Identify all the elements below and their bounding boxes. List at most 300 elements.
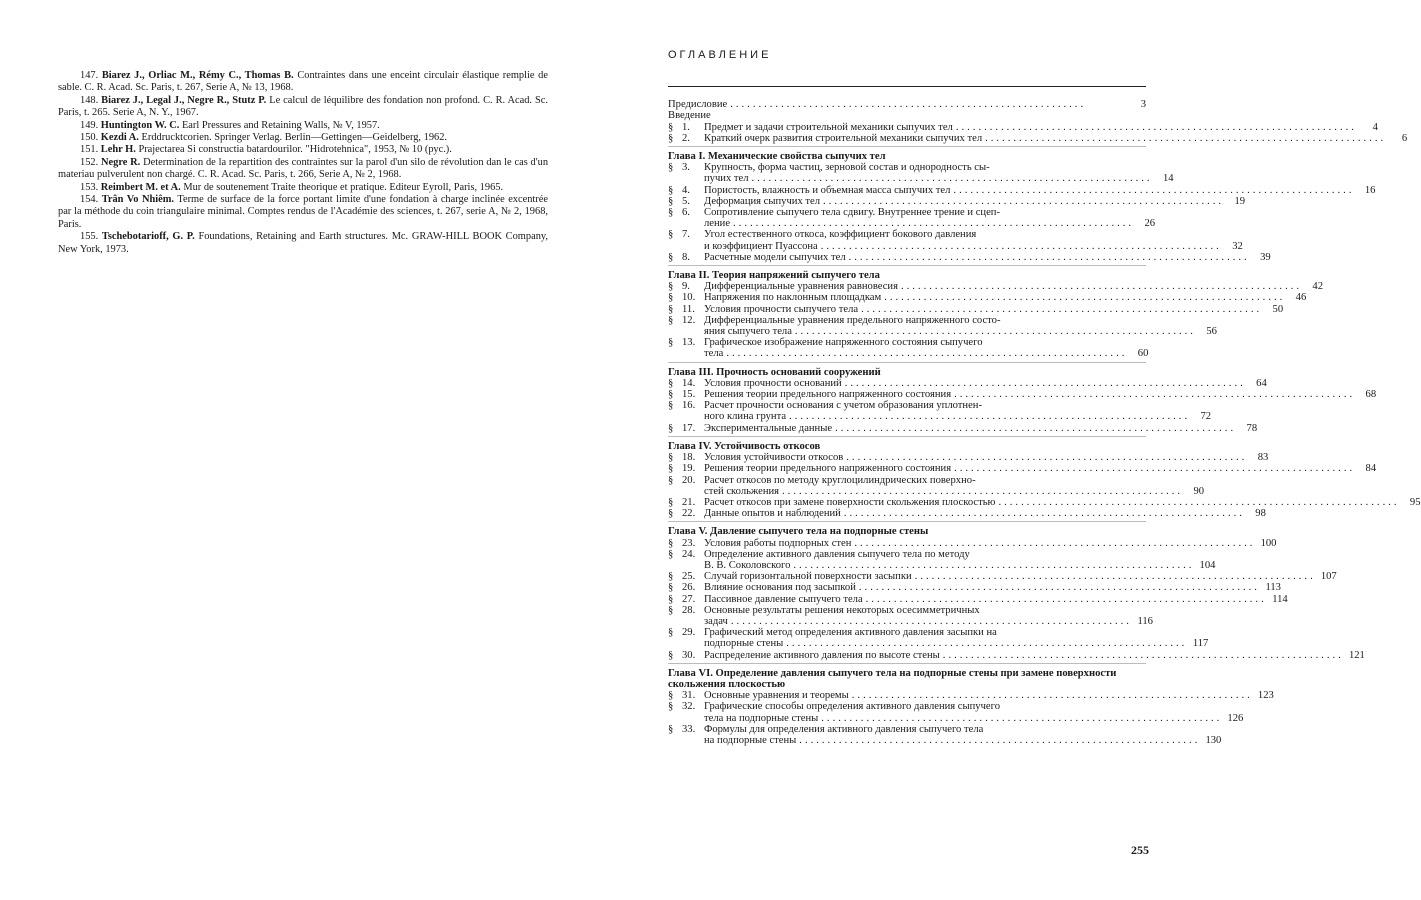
reference-text: Mur de soutenement Traite theorique et pratique. Editeur Eyroll, Paris, 1965. bbox=[183, 181, 504, 193]
toc-page-number: 14 bbox=[1162, 173, 1174, 185]
leader-dots: ....................................................................... bbox=[793, 559, 1195, 571]
section-title-row bbox=[704, 582, 1281, 593]
toc-page-number: 126 bbox=[1227, 712, 1244, 724]
toc-section bbox=[668, 337, 1149, 360]
toc-heading: ОГЛАВЛЕНИЕ bbox=[668, 49, 772, 61]
leader-dots: ....................................................................... bbox=[848, 251, 1250, 263]
toc-section bbox=[668, 548, 1216, 571]
section-title-row bbox=[704, 571, 1337, 582]
section-title-row bbox=[704, 281, 1323, 292]
toc-page-number: 42 bbox=[1312, 281, 1324, 293]
reference-text: Le calcul de léquilibre des fondation non profond. C. R. Acad. Sc. Paris, t. 265. Serie A, N. Y., 1967. bbox=[58, 94, 548, 119]
section-title-line: Условия прочности оснований bbox=[704, 377, 842, 389]
section-title-line: Краткий очерк развития строительной механики сыпучих тел bbox=[704, 132, 983, 144]
section-body bbox=[704, 452, 1268, 463]
section-body bbox=[704, 724, 1221, 746]
section-number: 28. bbox=[682, 604, 696, 616]
section-sign: § bbox=[668, 314, 674, 326]
section-body bbox=[704, 549, 1215, 571]
section-number: 21. bbox=[682, 496, 696, 508]
section-body bbox=[704, 538, 1276, 549]
toc-page-number: 60 bbox=[1137, 348, 1149, 360]
leader-dots: ....................................................................... bbox=[942, 649, 1344, 661]
section-number: 7. bbox=[682, 229, 690, 241]
section-title-line: Основные уравнения и теоремы bbox=[704, 690, 849, 702]
toc-page-number: 83 bbox=[1257, 452, 1269, 464]
reference-number: 150. bbox=[80, 132, 99, 144]
toc-section bbox=[668, 604, 1153, 627]
leader-dots: ....................................................................... bbox=[954, 389, 1356, 401]
section-title-line: стей скольжения bbox=[704, 485, 780, 497]
section-number: 31. bbox=[682, 690, 696, 702]
section-title-row bbox=[704, 616, 1153, 627]
section-title-row bbox=[704, 348, 1148, 359]
chapter-separator bbox=[668, 436, 1146, 438]
reference-authors: Biarez J., Orliac M., Rémy C., Thomas B. bbox=[101, 70, 294, 81]
section-sign: § bbox=[668, 337, 674, 349]
section-title-line: Пассивное давление сыпучего тела bbox=[704, 593, 863, 605]
section-body bbox=[704, 423, 1257, 434]
toc-page-number: 84 bbox=[1365, 463, 1377, 475]
reference-entry bbox=[58, 95, 548, 120]
reference-text: Prajectarea Si constructia batardourilor. "Hidrotehnica", 1953, № 10 (рус.). bbox=[138, 144, 452, 156]
section-sign: § bbox=[668, 582, 674, 594]
section-number: 16. bbox=[682, 400, 696, 412]
chapter-title: Глава V. Давление сыпучего тела на подпорные стены bbox=[668, 526, 929, 538]
section-title-line: тела bbox=[704, 348, 724, 360]
section-number: 20. bbox=[682, 474, 696, 486]
section-body bbox=[704, 207, 1155, 229]
leader-dots: ....................................................................... bbox=[985, 132, 1387, 144]
chapter-separator bbox=[668, 146, 1146, 148]
section-sign: § bbox=[668, 303, 674, 315]
section-title-line: Напряжения по наклонным площадкам bbox=[704, 292, 882, 304]
section-number: 13. bbox=[682, 337, 696, 349]
section-title-line: Условия работы подпорных стен bbox=[704, 537, 852, 549]
toc-section bbox=[668, 389, 1377, 401]
toc-page-number: 121 bbox=[1348, 649, 1365, 661]
section-title-line: Пористость, влажность и объемная масса сыпучих тел bbox=[704, 184, 951, 196]
section-body bbox=[704, 627, 1208, 649]
section-sign: § bbox=[668, 207, 674, 219]
section-title-row bbox=[704, 486, 1204, 497]
reference-text: Determination de la repartition des contraintes sur la parol d'un silo de révolution dan le cas d'un materiau pulverulent non chargé. C. R. Acad. Sc. Paris, t. 266, Serie A, № 2, 1968. bbox=[58, 156, 549, 181]
section-title-line: Сопротивление сыпучего тела сдвигу. Внутреннее трение и сцеп- bbox=[704, 207, 1000, 219]
section-sign: § bbox=[668, 162, 674, 174]
section-title-line: Экспериментальные данные bbox=[704, 422, 833, 434]
leader-dots: ............................................................... bbox=[730, 99, 1087, 111]
section-title-line: Формулы для определения активного давления сыпучего тела bbox=[704, 723, 984, 735]
section-title-row bbox=[704, 133, 1407, 144]
section-title-line: Данные опытов и наблюдений bbox=[704, 508, 841, 520]
section-title-line: Решения теории предельного напряженного состояния bbox=[704, 389, 952, 401]
section-body bbox=[704, 196, 1245, 207]
section-title-row bbox=[704, 122, 1378, 133]
toc-page-number: 3 bbox=[1140, 99, 1146, 111]
section-title-line: и коэффициент Пуассона bbox=[704, 240, 818, 252]
section-title-row bbox=[704, 508, 1266, 519]
section-title-line: Деформация сыпучих тел bbox=[704, 195, 821, 207]
chapter-separator bbox=[668, 265, 1146, 267]
section-title-line: Распределение активного давления по высоте стены bbox=[704, 649, 940, 661]
section-title-row bbox=[704, 452, 1268, 463]
section-title-line: тела на подпорные стены bbox=[704, 712, 819, 724]
toc-page-number: 64 bbox=[1256, 377, 1267, 389]
section-title-line: ного клина грунта bbox=[704, 411, 787, 423]
toc-page-number: 56 bbox=[1206, 326, 1217, 338]
section-title-line: Основные результаты решения некоторых осесимметричных bbox=[704, 604, 980, 616]
leader-dots: ....................................................................... bbox=[786, 638, 1188, 650]
toc-section bbox=[668, 452, 1269, 464]
section-sign: § bbox=[668, 121, 674, 133]
section-body bbox=[704, 281, 1323, 292]
section-body bbox=[704, 594, 1288, 605]
leader-dots: ....................................................................... bbox=[861, 303, 1263, 315]
section-title-row bbox=[704, 378, 1267, 389]
leader-dots: ....................................................................... bbox=[900, 281, 1303, 293]
leader-dots: ....................................................................... bbox=[955, 121, 1357, 133]
reference-entry bbox=[58, 182, 548, 194]
section-title-row bbox=[704, 411, 1211, 422]
section-sign: § bbox=[668, 496, 674, 508]
section-body bbox=[704, 475, 1204, 497]
section-title-row bbox=[704, 650, 1365, 661]
toc-section bbox=[668, 582, 1281, 594]
section-number: 5. bbox=[682, 195, 690, 207]
section-number: 8. bbox=[682, 251, 690, 263]
toc-chapters bbox=[668, 146, 1421, 746]
toc-page-number: 100 bbox=[1260, 537, 1277, 549]
toc-page-number: 4 bbox=[1372, 121, 1378, 133]
section-number: 30. bbox=[682, 649, 696, 661]
reference-authors: Biarez J., Legal J., Negre R., Stutz P. bbox=[101, 94, 267, 106]
toc-section bbox=[668, 508, 1266, 520]
page-number: 255 bbox=[1131, 843, 1149, 857]
section-title-line: Решения теории предельного напряженного состояния bbox=[704, 463, 952, 475]
section-number: 4. bbox=[682, 184, 690, 196]
section-title-row bbox=[704, 241, 1243, 252]
toc-page-number: 32 bbox=[1232, 240, 1243, 252]
toc-section bbox=[668, 314, 1217, 338]
toc-section bbox=[668, 229, 1243, 252]
toc-intro-list bbox=[668, 121, 1408, 144]
section-number: 14. bbox=[682, 377, 696, 389]
section-body bbox=[704, 292, 1306, 303]
toc-entry-preface bbox=[668, 99, 1146, 110]
section-number: 23. bbox=[682, 537, 696, 549]
section-body bbox=[704, 378, 1267, 389]
toc-section bbox=[668, 377, 1267, 389]
section-sign: § bbox=[668, 281, 674, 293]
toc-section bbox=[668, 571, 1337, 583]
toc-rule bbox=[668, 86, 1146, 87]
toc-section bbox=[668, 303, 1284, 315]
leader-dots: ....................................................................... bbox=[851, 690, 1253, 702]
section-title-line: Расчет откосов по методу круглоцилиндрических поверхно- bbox=[704, 474, 976, 486]
section-number: 11. bbox=[682, 303, 695, 315]
section-number: 10. bbox=[682, 292, 696, 304]
leader-dots: ....................................................................... bbox=[820, 240, 1222, 252]
leader-dots: ....................................................................... bbox=[799, 734, 1201, 746]
section-sign: § bbox=[668, 508, 674, 520]
leader-dots: ....................................................................... bbox=[865, 593, 1267, 605]
section-sign: § bbox=[668, 452, 674, 464]
toc-section bbox=[668, 723, 1222, 746]
reference-number: 148. bbox=[80, 94, 99, 106]
section-body bbox=[704, 229, 1243, 251]
reference-entry bbox=[58, 120, 548, 132]
section-sign: § bbox=[668, 571, 674, 583]
section-body bbox=[704, 605, 1153, 627]
section-sign: § bbox=[668, 184, 674, 196]
section-title-line: Угол естественного откоса, коэффициент бокового давления bbox=[704, 229, 977, 241]
reference-number: 147. bbox=[80, 70, 99, 81]
section-title-row bbox=[704, 304, 1283, 315]
reference-number: 153. bbox=[80, 181, 99, 193]
reference-text: Earl Pressures and Retaining Walls, № V, 1957. bbox=[181, 119, 380, 131]
section-title-line: Графический метод определения активного давления засыпки на bbox=[704, 627, 997, 639]
toc-page-number: 107 bbox=[1320, 571, 1337, 583]
section-title-line: Предмет и задачи строительной механики сыпучих тел bbox=[704, 121, 953, 133]
section-title-line: Дифференциальные уравнения предельного напряженного состо- bbox=[704, 314, 1001, 326]
section-sign: § bbox=[668, 649, 674, 661]
section-sign: § bbox=[668, 593, 674, 605]
toc-section bbox=[668, 463, 1377, 475]
section-title-line: пучих тел bbox=[704, 173, 749, 185]
toc-page-number: 123 bbox=[1257, 690, 1274, 702]
section-title-row bbox=[704, 594, 1288, 605]
reference-number: 149. bbox=[80, 119, 99, 131]
section-sign: § bbox=[668, 690, 674, 702]
toc-section bbox=[668, 593, 1288, 605]
section-title-row bbox=[704, 326, 1217, 337]
section-title-line: яния сыпучего тела bbox=[704, 326, 792, 338]
section-number: 26. bbox=[682, 582, 696, 594]
section-number: 27. bbox=[682, 593, 696, 605]
section-body bbox=[704, 389, 1376, 400]
chapter-title: Глава I. Механические свойства сыпучих тел bbox=[668, 151, 886, 163]
section-number: 2. bbox=[682, 132, 690, 144]
reference-entry bbox=[58, 144, 548, 156]
toc-section bbox=[668, 184, 1376, 196]
toc-page-number: 6 bbox=[1401, 132, 1408, 144]
toc-page-number: 95 bbox=[1409, 496, 1421, 508]
reference-number: 152. bbox=[80, 156, 99, 168]
section-number: 9. bbox=[682, 281, 690, 293]
section-sign: § bbox=[668, 604, 674, 616]
leader-dots: ....................................................................... bbox=[844, 377, 1246, 389]
toc-section bbox=[668, 292, 1307, 304]
toc-section bbox=[668, 207, 1156, 230]
section-number: 24. bbox=[682, 548, 696, 560]
toc-section bbox=[668, 690, 1274, 702]
toc-section bbox=[668, 400, 1212, 423]
section-title-row bbox=[704, 560, 1215, 571]
section-body bbox=[704, 463, 1376, 474]
toc-page-number: 26 bbox=[1144, 218, 1156, 230]
section-number: 3. bbox=[682, 162, 690, 174]
toc-page-number: 114 bbox=[1272, 593, 1288, 605]
chapter-separator bbox=[668, 663, 1146, 665]
toc-page bbox=[668, 49, 1421, 746]
section-sign: § bbox=[668, 251, 674, 263]
toc-section bbox=[668, 195, 1246, 207]
leader-dots: ....................................................................... bbox=[998, 496, 1400, 508]
section-body bbox=[704, 315, 1217, 337]
section-title-line: на подпорные стены bbox=[704, 734, 797, 746]
section-body bbox=[704, 701, 1243, 723]
reference-entry bbox=[58, 132, 548, 144]
section-title-line: Условия устойчивости откосов bbox=[704, 452, 844, 464]
leader-dots: ....................................................................... bbox=[954, 463, 1356, 475]
section-sign: § bbox=[668, 701, 674, 713]
chapter-separator bbox=[668, 362, 1146, 364]
section-body bbox=[704, 337, 1148, 359]
reference-authors: Huntington W. C. bbox=[100, 119, 180, 131]
toc-section bbox=[668, 132, 1408, 144]
section-sign: § bbox=[668, 723, 674, 735]
section-number: 18. bbox=[682, 452, 696, 464]
toc-section bbox=[668, 281, 1324, 293]
reference-authors: Negre R. bbox=[101, 156, 141, 168]
section-body bbox=[704, 571, 1337, 582]
section-title-line: Расчетные модели сыпучих тел bbox=[704, 251, 846, 263]
section-title-line: Влияние основания под засыпкой bbox=[704, 582, 856, 594]
toc-section bbox=[668, 422, 1258, 434]
section-title-row bbox=[704, 735, 1221, 746]
section-title-row bbox=[704, 713, 1243, 724]
reference-authors: Tschebotarioff, G. P. bbox=[101, 231, 195, 243]
toc-page-number: 46 bbox=[1295, 292, 1307, 304]
section-title-row bbox=[704, 218, 1155, 229]
section-sign: § bbox=[668, 292, 674, 304]
bibliography-page bbox=[58, 70, 548, 256]
section-title-line: Расчет прочности основания с учетом образования уплотнен- bbox=[704, 400, 982, 412]
toc-page-number: 39 bbox=[1260, 251, 1271, 263]
reference-entry bbox=[58, 231, 548, 256]
leader-dots: ....................................................................... bbox=[726, 348, 1128, 360]
section-number: 6. bbox=[682, 207, 690, 219]
leader-dots: ....................................................................... bbox=[789, 411, 1191, 423]
section-number: 1. bbox=[682, 121, 690, 133]
chapter-title: Глава II. Теория напряжений сыпучего тела bbox=[668, 270, 880, 282]
toc-section bbox=[668, 649, 1365, 661]
section-sign: § bbox=[668, 400, 674, 412]
leader-dots: ....................................................................... bbox=[884, 292, 1286, 304]
toc-page-number: 104 bbox=[1199, 559, 1216, 571]
reference-authors: Kezdi A. bbox=[100, 132, 139, 144]
section-body bbox=[704, 133, 1407, 144]
section-number: 15. bbox=[682, 389, 696, 401]
section-title-line: задач bbox=[704, 615, 728, 627]
section-body bbox=[704, 497, 1421, 508]
section-sign: § bbox=[668, 229, 674, 241]
toc-page-number: 116 bbox=[1137, 615, 1153, 627]
leader-dots: ....................................................................... bbox=[794, 326, 1196, 338]
reference-text: Erddrucktcorien. Springer Verlag. Berlin—Gettingen—Geidelberg, 1962. bbox=[141, 132, 447, 144]
reference-authors: Reimbert M. et A. bbox=[100, 181, 181, 193]
section-title-line: В. В. Соколовского bbox=[704, 559, 791, 571]
section-sign: § bbox=[668, 537, 674, 549]
toc-page-number: 16 bbox=[1364, 184, 1376, 196]
leader-dots: ....................................................................... bbox=[914, 571, 1316, 583]
chapter-title: Глава IV. Устойчивость откосов bbox=[668, 440, 821, 452]
toc-page-number: 113 bbox=[1265, 582, 1281, 594]
section-title-line: ление bbox=[704, 218, 731, 230]
section-title-line: Случай горизонтальной поверхности засыпки bbox=[704, 571, 912, 583]
toc-page-number: 19 bbox=[1234, 195, 1246, 207]
toc-page-number: 90 bbox=[1193, 485, 1205, 497]
reference-text: Terme de surface de la force portant limite d'une fondation à charge inclinée excentrée par la méthode du coin triangulaire minimal. Comptes rendus de l'Académie des sciences, t. 267, serie A, № 2, 1968, Paris. bbox=[58, 194, 548, 230]
section-number: 12. bbox=[682, 314, 696, 326]
section-sign: § bbox=[668, 377, 674, 389]
leader-dots: ....................................................................... bbox=[846, 452, 1248, 464]
leader-dots: ....................................................................... bbox=[854, 537, 1256, 549]
leader-dots: ....................................................................... bbox=[782, 485, 1184, 497]
section-title-line: Определение активного давления сыпучего тела по методу bbox=[704, 548, 970, 560]
section-title-row bbox=[704, 690, 1274, 701]
toc-section bbox=[668, 537, 1277, 549]
reference-number: 154. bbox=[80, 194, 99, 206]
section-body bbox=[704, 582, 1281, 593]
leader-dots: ....................................................................... bbox=[953, 184, 1355, 196]
toc-section bbox=[668, 121, 1378, 133]
reference-entry bbox=[58, 70, 548, 95]
section-number: 17. bbox=[682, 422, 696, 434]
toc-intro-heading: Введение bbox=[668, 110, 711, 122]
section-title-row bbox=[704, 497, 1421, 508]
section-title-row bbox=[704, 196, 1245, 207]
toc-page-number: 78 bbox=[1246, 422, 1258, 434]
section-body bbox=[704, 304, 1283, 315]
section-title-row bbox=[704, 252, 1271, 263]
section-body bbox=[704, 252, 1271, 263]
section-body bbox=[704, 185, 1375, 196]
section-body bbox=[704, 690, 1274, 701]
toc-section bbox=[668, 496, 1421, 508]
toc-section bbox=[668, 474, 1205, 497]
section-title-row bbox=[704, 185, 1375, 196]
section-title-line: Дифференциальные уравнения равновесия bbox=[704, 281, 898, 293]
reference-number: 151. bbox=[80, 144, 99, 156]
leader-dots: ....................................................................... bbox=[751, 173, 1153, 185]
section-number: 33. bbox=[682, 723, 696, 735]
leader-dots: ....................................................................... bbox=[835, 422, 1237, 434]
toc-entry-label: Предисловие bbox=[668, 99, 728, 111]
section-title-line: Графическое изображение напряженного состояния сыпучего bbox=[704, 337, 983, 349]
section-sign: § bbox=[668, 463, 674, 475]
section-sign: § bbox=[668, 132, 674, 144]
section-title-line: Крупность, форма частиц, зерновой состав и однородность сы- bbox=[704, 162, 990, 174]
section-title-row bbox=[704, 292, 1306, 303]
section-sign: § bbox=[668, 474, 674, 486]
section-body bbox=[704, 122, 1378, 133]
section-sign: § bbox=[668, 389, 674, 401]
chapter-separator bbox=[668, 521, 1146, 523]
leader-dots: ....................................................................... bbox=[843, 508, 1245, 520]
leader-dots: ....................................................................... bbox=[858, 582, 1260, 594]
section-title-row bbox=[704, 638, 1208, 649]
section-body bbox=[704, 400, 1211, 422]
reference-text: Contraintes dans une enceint circulair élastique remplie de sable. C. R. Acad. Sc. Paris, t. 267, Serie A, № 13, 1968. bbox=[58, 70, 548, 94]
leader-dots: ....................................................................... bbox=[733, 218, 1135, 230]
section-title-row bbox=[704, 538, 1276, 549]
toc-page-number: 68 bbox=[1365, 389, 1377, 401]
leader-dots: ....................................................................... bbox=[730, 615, 1132, 627]
reference-entry bbox=[58, 194, 548, 231]
section-number: 32. bbox=[682, 701, 696, 713]
reference-entry bbox=[58, 157, 548, 182]
